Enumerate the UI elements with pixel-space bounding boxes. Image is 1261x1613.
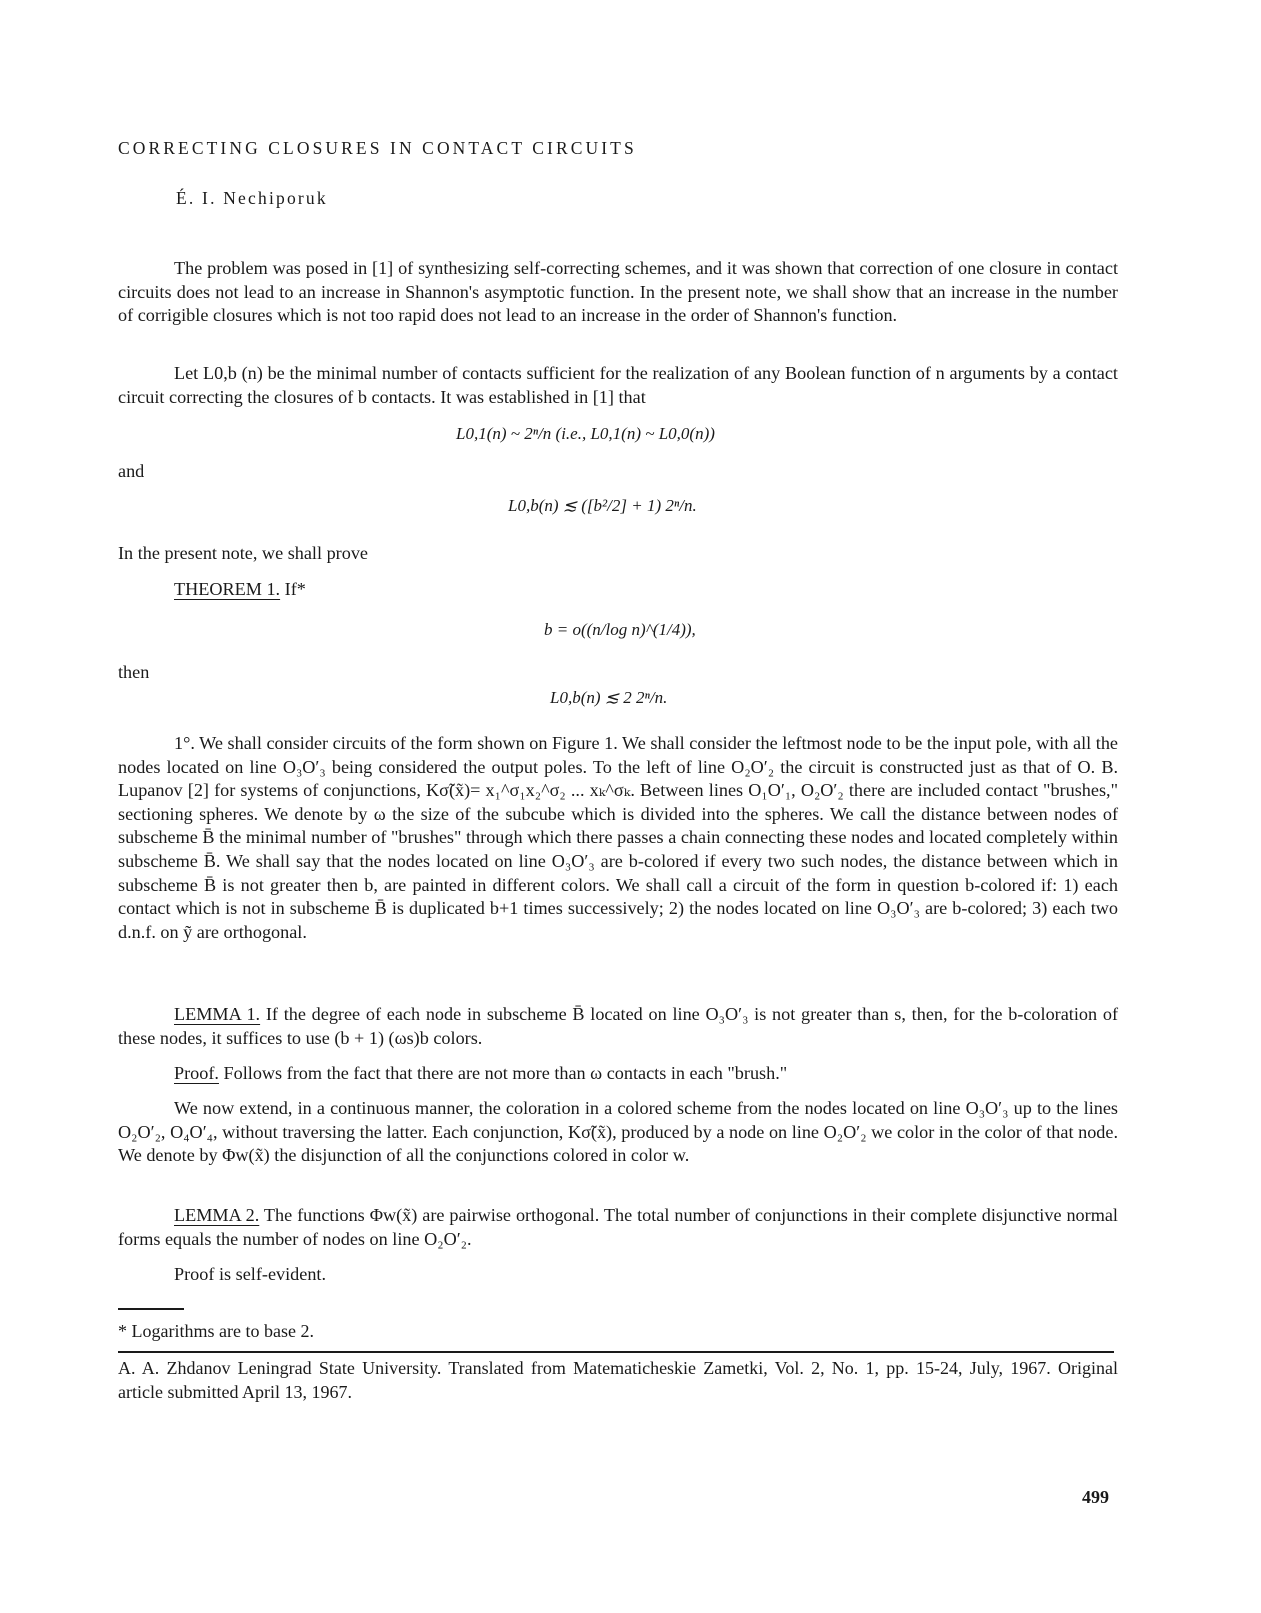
page-number: 499 [1082,1487,1109,1507]
equation-1: L0,1(n) ~ 2ⁿ/n (i.e., L0,1(n) ~ L0,0(n)) [456,424,715,443]
proof-1-paragraph [118,1062,1118,1086]
intro-paragraph: The problem was posed in [1] of synthesizing self-correcting schemes, and it was shown that correction of one closure in contact circuits does not lead to an increase in Shannon's asymptotic function. In the present note, we shall show that an increase in the number of corrigible closures which is not too rapid does not lead to an increase in the order of Shannon's function. [118,258,1118,326]
lead-in-sentence: In the present note, we shall prove [118,543,368,563]
theorem-label: THEOREM 1. [174,579,281,599]
footnote-separator [118,1308,184,1310]
equation-4: L0,b(n) ≲ 2 2ⁿ/n. [550,688,668,707]
proof-text: Follows from the fact that there are not more than ω contacts in each "brush." [218,1063,788,1083]
connector-and: and [118,461,145,481]
proof-label: Proof. [174,1063,219,1083]
lemma-1-text: If the degree of each node in subscheme B̄ located on line O₃O′₃ is not greater than s, then, for the b-coloration of these nodes, it suffices to use (b + 1) (ωs)b colors. [118,1004,1118,1048]
definition-paragraph: Let L0,b (n) be the minimal number of contacts sufficient for the realization of any Boolean function of n arguments by a contact circuit correcting the closures of b contacts. It was established in [1] that [118,363,1118,407]
paper-title: CORRECTING CLOSURES IN CONTACT CIRCUITS [118,138,637,158]
equation-2: L0,b(n) ≲ ([b²/2] + 1) 2ⁿ/n. [508,496,697,515]
extension-paragraph: We now extend, in a continuous manner, the coloration in a colored scheme from the nodes located on line O₃O′₃ up to the lines O₂O′₂, O₄O′₄, without traversing the latter. Each conjunction, Kσ̃(x̃), produced by a node on line O₂O′₂ we color in the color of that node. We denote by Φw(x̃) the disjunction of all the conjunctions colored in color w. [118,1098,1118,1166]
lemma-1-paragraph [118,1003,1118,1050]
author-name: É. I. Nechiporuk [176,188,328,208]
equation-3: b = o((n/log n)^(1/4)), [544,620,696,639]
lemma-2-text: The functions Φw(x̃) are pairwise orthogonal. The total number of conjunctions in their complete disjunctive normal forms equals the number of nodes on line O₂O′₂. [118,1205,1118,1249]
affiliation-note: A. A. Zhdanov Leningrad State University. Translated from Matematicheskie Zametki, Vol. 2, No. 1, pp. 15-24, July, 1967. Original article submitted April 13, 1967. [118,1358,1118,1402]
footnote: * Logarithms are to base 2. [118,1321,314,1341]
lemma-1-label: LEMMA 1. [174,1004,261,1024]
lemma-2-label: LEMMA 2. [174,1205,260,1225]
affiliation-separator [118,1351,1114,1353]
lemma-2-paragraph [118,1204,1118,1251]
connector-then: then [118,662,150,682]
theorem-statement [174,578,306,602]
proof-2-paragraph: Proof is self-evident. [174,1264,327,1284]
section-1-paragraph: 1°. We shall consider circuits of the form shown on Figure 1. We shall consider the leftmost node to be the input pole, with all the nodes located on line O₃O′₃ being considered the output poles. To the left of line O₂O′₂ the circuit is constructed just as that of O. B. Lupanov [2] for systems of conjunctions, Kσ̃(x̃)= x₁^σ₁x₂^σ₂ ... xₖ^σₖ. Between lines O₁O′₁, O₂O′₂ there are included contact "brushes," sectioning spheres. We denote by ω the size of the subcube which is divided into the spheres. We call the distance between nodes of subscheme B̄ the minimal number of "brushes" through which there passes a chain connecting these nodes and located completely within subscheme B̄. We shall say that the nodes located on line O₃O′₃ are b-colored if every two such nodes, the distance between which in subscheme B̄ is not greater then b, are painted in different colors. We shall call a circuit of the form in question b-colored if: 1) each contact which is not in subscheme B̄ is duplicated b+1 times successively; 2) the nodes located on line O₃O′₃ are b-colored; 3) each two d.n.f. on ỹ are orthogonal. [118,733,1118,942]
theorem-text: If* [284,579,306,599]
